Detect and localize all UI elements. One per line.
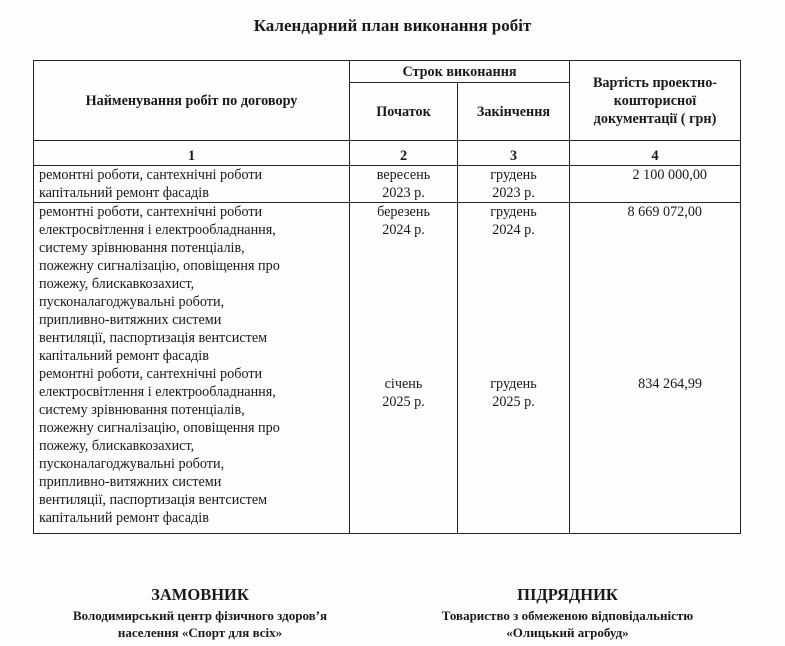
end-date-second: грудень 2025 р. [490,376,537,410]
cost-value-second: 834 264,99 [638,376,702,392]
header-term: Строк виконання [350,61,570,83]
header-cost: Вартість проектно-кошторисної документації ( грн) [570,61,741,141]
contractor-organization: Товариство з обмеженою відповідальністю «Олицький агробуд» [441,608,694,640]
start-date-cell [350,203,458,534]
column-number: 2 [350,141,458,166]
table-row [34,203,741,534]
column-number: 3 [458,141,570,166]
start-date: березень 2024 р. [377,204,430,238]
customer-organization: Володимирський центр фізичного здоров’я населення «Спорт для всіх» [72,608,328,640]
calendar-plan-table [33,60,741,534]
customer-role: ЗАМОВНИК [151,585,249,604]
contractor-signature-block [395,585,740,641]
table-row [34,166,741,203]
header-end: Закінчення [458,83,570,141]
header-start: Початок [350,83,458,141]
end-date: грудень 2024 р. [490,204,537,238]
column-number: 1 [34,141,350,166]
column-number: 4 [570,141,741,166]
cost-cell [570,203,741,534]
contractor-role: ПІДРЯДНИК [517,585,618,604]
header-work-name: Найменування робіт по договору [34,61,350,141]
customer-signature-block [35,585,365,641]
start-date-second: січень 2025 р. [382,376,425,410]
end-date: грудень 2023 р. [458,166,570,203]
work-description: ремонтні роботи, сантехнічні роботи капітальний ремонт фасадів [34,166,350,203]
work-description: ремонтні роботи, сантехнічні роботи електросвітлення і електрообладнання, систему зрівнювання потенціалів, пожежну сигналізацію, оповіщення про пожежу, блискавкозахист, пусконалагоджувальні роботи, припливно-витяжних системи вентиляції, паспортизація вентсистем капітальний ремонт фасадів ремонтні роботи, сантехнічні роботи електросвітлення і електрообладнання, систему зрівнювання потенціалів, пожежну сигналізацію, оповіщення про пожежу, блискавкозахист, пусконалагоджувальні роботи, припливно-витяжних системи вентиляції, паспортизація вентсистем капітальний ремонт фасадів [34,203,350,534]
page-title: Календарний план виконання робіт [253,16,532,35]
column-number-row [34,141,741,166]
cost-value: 2 100 000,00 [570,166,741,203]
start-date: вересень 2023 р. [350,166,458,203]
end-date-cell [458,203,570,534]
cost-value: 8 669 072,00 [627,204,702,220]
